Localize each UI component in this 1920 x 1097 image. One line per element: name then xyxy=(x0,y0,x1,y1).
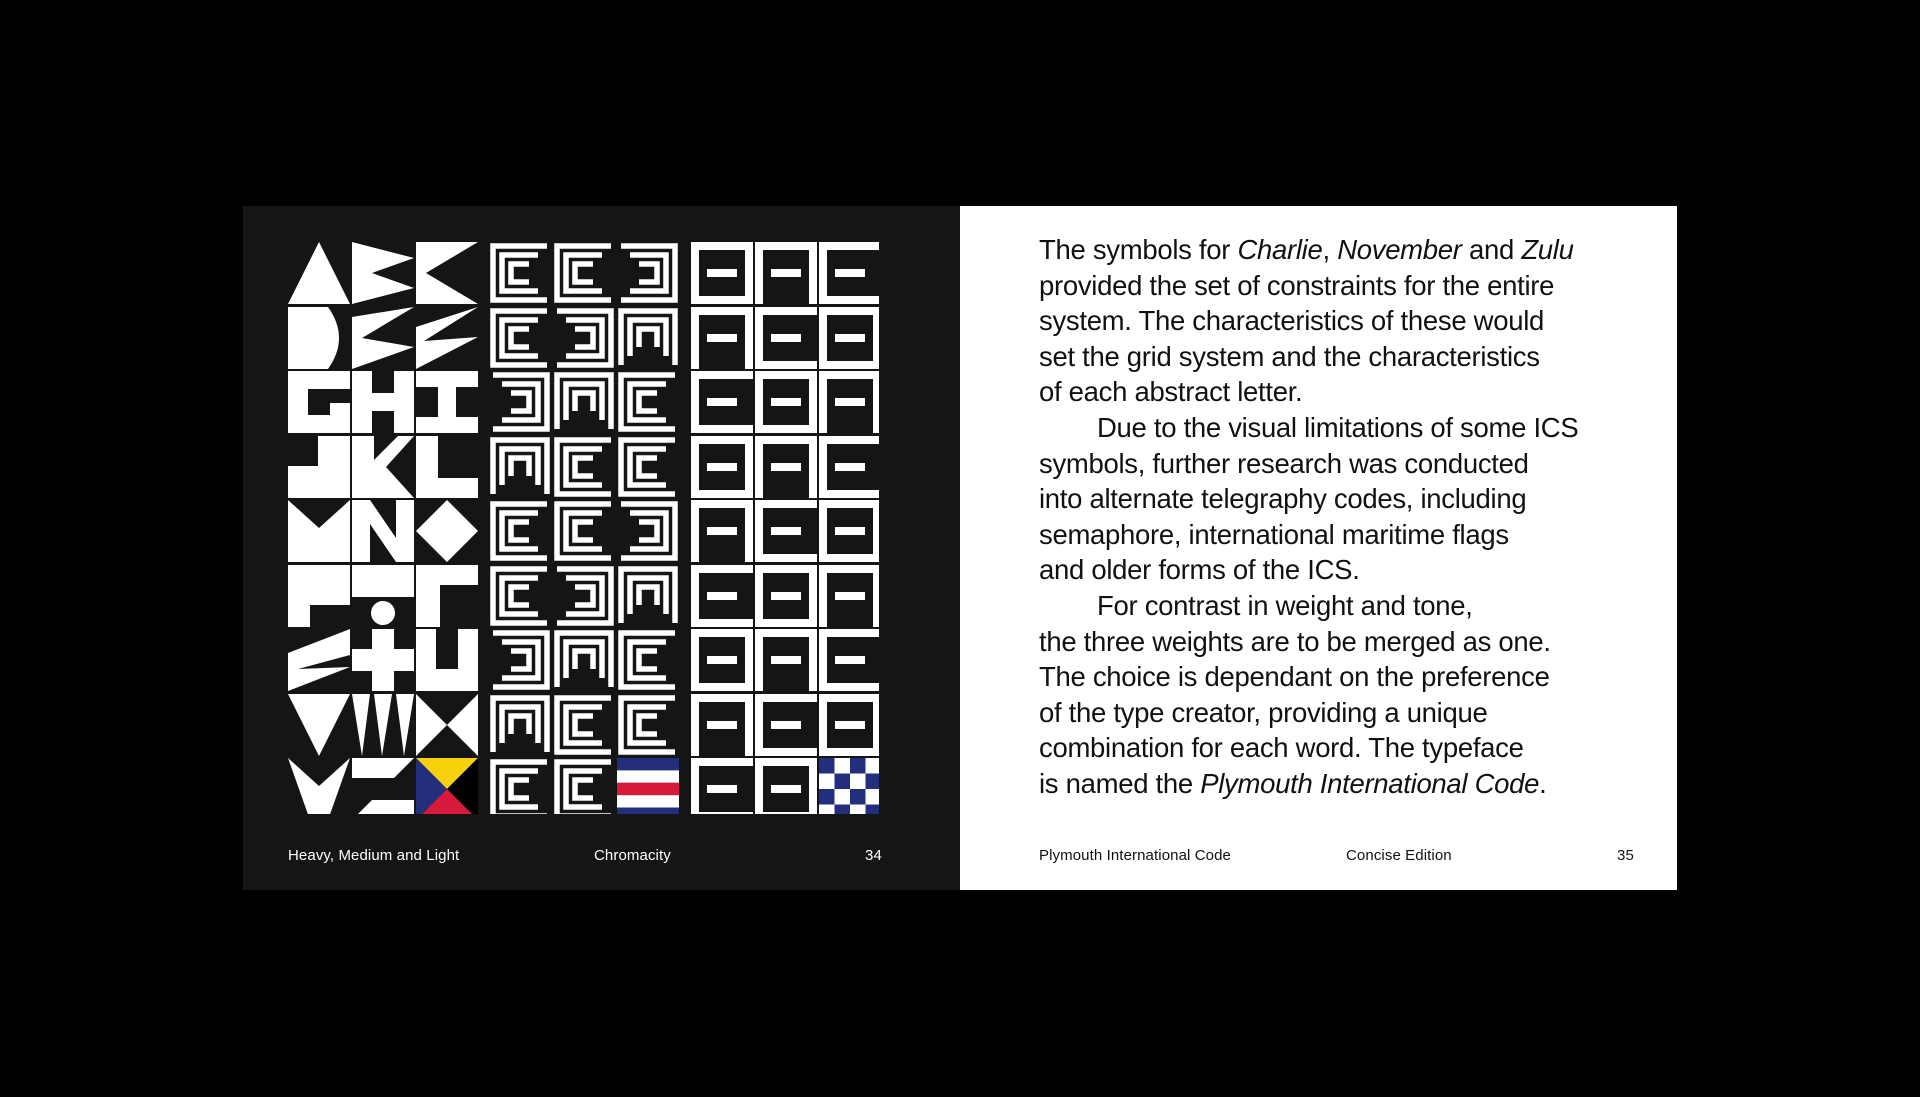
medium-stroke xyxy=(566,642,602,678)
light-bar xyxy=(691,307,753,315)
light-bar xyxy=(819,500,827,562)
light-bar xyxy=(745,694,753,756)
november-flag-square xyxy=(850,805,866,815)
light-bar xyxy=(755,758,763,814)
medium-stroke xyxy=(511,522,529,540)
november-flag-square xyxy=(866,805,880,815)
light-bar xyxy=(873,371,879,433)
november-flag-square xyxy=(819,789,835,805)
light-bar xyxy=(755,425,817,433)
november-flag-square xyxy=(835,805,851,815)
light-bar xyxy=(819,683,879,691)
light-bar xyxy=(755,500,763,562)
medium-stroke xyxy=(575,264,593,282)
light-bar xyxy=(819,490,879,498)
light-glyph xyxy=(755,371,817,433)
light-bar xyxy=(755,812,817,814)
medium-stroke xyxy=(511,651,529,669)
heavy-glyph xyxy=(352,307,414,369)
light-bar xyxy=(755,242,763,304)
medium-stroke xyxy=(511,393,529,411)
medium-stroke xyxy=(511,458,529,476)
footer-edition: Concise Edition xyxy=(1346,847,1452,864)
light-bar xyxy=(809,371,817,433)
heavy-glyph xyxy=(288,629,350,691)
medium-stroke xyxy=(566,707,602,743)
medium-stroke xyxy=(566,255,602,291)
heavy-glyph xyxy=(288,436,350,498)
light-bar xyxy=(755,371,817,379)
light-bar xyxy=(691,683,753,691)
light-glyph xyxy=(755,758,817,814)
light-bar xyxy=(771,527,801,535)
light-glyph xyxy=(691,307,753,369)
medium-glyph xyxy=(621,311,675,365)
specimen-svg xyxy=(288,242,879,814)
medium-stroke xyxy=(511,264,529,282)
charlie-flag-band xyxy=(617,808,679,814)
charlie-flag-band xyxy=(617,770,679,782)
footer-book-title: Plymouth International Code xyxy=(1039,847,1231,864)
medium-stroke xyxy=(639,716,657,734)
light-glyph xyxy=(691,758,753,814)
medium-glyph xyxy=(493,762,547,814)
medium-stroke xyxy=(639,522,657,540)
light-bar xyxy=(771,463,801,471)
light-bar xyxy=(755,758,817,766)
medium-stroke xyxy=(511,587,529,605)
medium-stroke xyxy=(502,384,538,420)
medium-stroke xyxy=(502,255,538,291)
medium-stroke xyxy=(630,384,666,420)
light-bar xyxy=(819,748,879,756)
light-bar xyxy=(755,500,817,508)
light-bar xyxy=(755,436,763,498)
medium-glyph xyxy=(557,698,611,752)
medium-stroke xyxy=(575,780,593,798)
light-bar xyxy=(819,296,879,304)
light-bar xyxy=(835,334,865,342)
heavy-glyph xyxy=(288,694,350,756)
november-flag-square xyxy=(819,774,835,790)
light-bar xyxy=(755,436,817,444)
light-bar xyxy=(691,758,699,814)
heavy-weight-column xyxy=(288,242,478,814)
november-flag-square xyxy=(850,774,866,790)
light-bar xyxy=(691,371,753,379)
light-weight-column xyxy=(691,242,879,814)
light-bar xyxy=(809,629,817,691)
light-bar xyxy=(707,334,737,342)
medium-glyph xyxy=(557,569,611,623)
medium-glyph xyxy=(621,440,675,494)
medium-glyph xyxy=(493,504,547,558)
light-bar xyxy=(691,436,753,444)
medium-stroke xyxy=(566,320,602,356)
heavy-glyph xyxy=(352,371,414,433)
medium-stroke xyxy=(502,578,538,614)
medium-stroke xyxy=(575,522,593,540)
light-glyph xyxy=(691,500,753,562)
light-bar xyxy=(691,629,753,637)
heavy-glyph xyxy=(416,436,478,498)
medium-glyph xyxy=(493,311,547,365)
light-bar xyxy=(691,425,753,433)
charlie-flag-band xyxy=(617,758,679,770)
light-bar xyxy=(771,785,801,793)
light-bar xyxy=(691,694,753,702)
light-bar xyxy=(707,656,737,664)
november-flag-square xyxy=(850,758,866,774)
medium-stroke xyxy=(575,587,593,605)
light-bar xyxy=(809,758,817,814)
light-bar xyxy=(707,592,737,600)
light-bar xyxy=(755,371,763,433)
light-bar xyxy=(755,748,817,756)
light-bar xyxy=(691,565,699,627)
november-flag-square xyxy=(835,758,851,774)
light-glyph xyxy=(819,565,879,627)
left-page xyxy=(243,206,960,890)
medium-stroke xyxy=(639,458,657,476)
heavy-glyph xyxy=(288,242,350,304)
medium-glyph xyxy=(557,311,611,365)
light-bar xyxy=(819,629,827,691)
light-bar xyxy=(809,242,817,304)
heavy-glyph xyxy=(352,758,414,814)
heavy-glyph xyxy=(288,371,350,433)
light-glyph xyxy=(691,242,753,304)
medium-stroke xyxy=(566,771,602,807)
light-bar xyxy=(755,629,763,691)
heavy-glyph xyxy=(352,436,414,498)
medium-stroke xyxy=(630,707,666,743)
heavy-glyph xyxy=(416,565,478,627)
heavy-glyph xyxy=(416,242,478,304)
light-bar xyxy=(819,565,827,627)
light-bar xyxy=(835,463,865,471)
light-bar xyxy=(819,436,827,498)
footer-chapter: Chromacity xyxy=(594,847,671,864)
medium-glyph xyxy=(557,246,611,300)
light-bar xyxy=(745,307,753,369)
heavy-glyph xyxy=(352,565,414,597)
medium-stroke xyxy=(630,449,666,485)
medium-stroke xyxy=(502,320,538,356)
light-bar xyxy=(691,307,699,369)
light-glyph xyxy=(755,694,817,756)
light-bar xyxy=(819,500,879,508)
light-bar xyxy=(771,269,801,277)
paragraph: For contrast in weight and tone, the three weights are to be merged as one. The choice is dependant on the preference of the type creator, providing a unique combination for each word. The typeface is named the Plymouth International Code. xyxy=(1039,589,1551,799)
heavy-glyph xyxy=(416,500,478,562)
medium-stroke xyxy=(511,780,529,798)
light-bar xyxy=(873,500,879,562)
medium-glyph xyxy=(621,633,675,687)
light-glyph xyxy=(691,694,753,756)
light-bar xyxy=(819,371,827,433)
light-bar xyxy=(819,361,879,369)
medium-weight-column xyxy=(493,246,679,814)
light-bar xyxy=(691,565,753,573)
november-flag-square xyxy=(835,789,851,805)
november-flag-square xyxy=(866,774,880,790)
november-flag-square xyxy=(850,789,866,805)
light-bar xyxy=(835,269,865,277)
light-bar xyxy=(691,296,753,304)
medium-stroke xyxy=(575,458,593,476)
november-flag-square xyxy=(819,805,835,815)
medium-stroke xyxy=(575,393,593,411)
light-bar xyxy=(707,269,737,277)
paragraph: The symbols for Charlie, November and Zulu provided the set of constraints for the entire system. The characteristics of these would set the grid system and the characteristics of each abstract letter. xyxy=(1039,234,1574,408)
medium-stroke xyxy=(639,264,657,282)
light-bar xyxy=(691,500,753,508)
light-bar xyxy=(691,812,753,814)
light-bar xyxy=(819,307,827,369)
light-bar xyxy=(873,307,879,369)
light-bar xyxy=(745,242,753,304)
light-bar xyxy=(819,436,879,444)
medium-stroke xyxy=(639,587,657,605)
light-bar xyxy=(755,694,763,756)
medium-stroke xyxy=(639,651,657,669)
light-bar xyxy=(771,592,801,600)
light-glyph xyxy=(691,371,753,433)
light-bar xyxy=(755,554,817,562)
light-bar xyxy=(835,592,865,600)
medium-stroke xyxy=(566,578,602,614)
light-bar xyxy=(691,629,699,691)
typeface-specimen xyxy=(288,242,879,814)
heavy-glyph xyxy=(288,758,350,814)
light-bar xyxy=(771,398,801,406)
medium-stroke xyxy=(639,393,657,411)
light-bar xyxy=(707,721,737,729)
light-glyph xyxy=(819,307,879,369)
medium-stroke xyxy=(566,384,602,420)
medium-stroke xyxy=(630,320,666,356)
light-bar xyxy=(691,436,699,498)
heavy-glyph xyxy=(352,500,414,562)
heavy-glyph xyxy=(352,629,414,691)
light-glyph xyxy=(819,694,879,756)
light-bar xyxy=(691,619,753,627)
light-glyph xyxy=(819,371,879,433)
light-bar xyxy=(771,656,801,664)
november-flag-square xyxy=(866,789,880,805)
november-flag-square xyxy=(866,758,880,774)
light-bar xyxy=(835,527,865,535)
light-bar xyxy=(707,785,737,793)
book-spread xyxy=(243,206,1677,890)
medium-stroke xyxy=(511,716,529,734)
light-bar xyxy=(745,629,753,691)
light-glyph xyxy=(819,242,879,304)
light-bar xyxy=(691,242,699,304)
light-bar xyxy=(873,694,879,756)
medium-glyph xyxy=(557,375,611,429)
light-bar xyxy=(819,307,879,315)
heavy-glyph xyxy=(416,371,478,433)
light-bar xyxy=(755,619,817,627)
light-bar xyxy=(771,334,801,342)
light-glyph xyxy=(691,565,753,627)
medium-stroke xyxy=(502,449,538,485)
medium-stroke xyxy=(502,707,538,743)
medium-glyph xyxy=(493,246,547,300)
light-bar xyxy=(835,721,865,729)
charlie-flag-band xyxy=(617,795,679,807)
medium-stroke xyxy=(566,513,602,549)
light-bar xyxy=(691,490,753,498)
light-bar xyxy=(819,694,827,756)
light-bar xyxy=(819,565,879,573)
light-bar xyxy=(819,554,879,562)
light-bar xyxy=(691,694,699,756)
november-flag-square xyxy=(819,758,835,774)
light-glyph xyxy=(755,565,817,627)
light-glyph xyxy=(819,629,879,691)
heavy-glyph xyxy=(288,500,350,562)
medium-glyph xyxy=(621,246,675,300)
medium-stroke xyxy=(566,449,602,485)
medium-glyph xyxy=(557,504,611,558)
light-glyph xyxy=(755,629,817,691)
medium-glyph xyxy=(493,633,547,687)
medium-glyph xyxy=(621,375,675,429)
medium-glyph xyxy=(493,698,547,752)
medium-stroke xyxy=(630,642,666,678)
heavy-glyph xyxy=(416,694,478,756)
light-bar xyxy=(707,398,737,406)
light-bar xyxy=(745,436,753,498)
light-bar xyxy=(707,463,737,471)
medium-stroke xyxy=(630,513,666,549)
medium-stroke xyxy=(575,651,593,669)
light-glyph xyxy=(819,500,879,562)
light-glyph xyxy=(755,436,817,498)
medium-stroke xyxy=(502,771,538,807)
medium-stroke xyxy=(630,255,666,291)
light-bar xyxy=(755,307,817,315)
november-flag-square xyxy=(835,774,851,790)
medium-glyph xyxy=(557,633,611,687)
light-bar xyxy=(819,629,879,637)
medium-glyph xyxy=(621,698,675,752)
paragraph: Due to the visual limitations of some ICS symbols, further research was conducted into alternate telegraphy codes, including semaphore, international maritime flags and older forms of the ICS. xyxy=(1039,411,1579,586)
right-page xyxy=(960,206,1677,890)
light-bar xyxy=(745,500,753,562)
light-bar xyxy=(691,242,753,250)
medium-glyph xyxy=(621,569,675,623)
light-bar xyxy=(755,565,817,573)
light-bar xyxy=(755,307,763,369)
light-bar xyxy=(819,242,879,250)
medium-stroke xyxy=(575,716,593,734)
light-bar xyxy=(835,656,865,664)
heavy-glyph xyxy=(416,307,478,369)
heavy-glyph xyxy=(416,629,478,691)
light-bar xyxy=(809,565,817,627)
medium-glyph xyxy=(493,440,547,494)
heavy-glyph xyxy=(288,307,339,369)
medium-glyph xyxy=(557,762,611,814)
light-bar xyxy=(755,629,817,637)
light-bar xyxy=(835,398,865,406)
light-glyph xyxy=(819,436,879,498)
light-bar xyxy=(691,371,699,433)
light-bar xyxy=(809,436,817,498)
light-bar xyxy=(755,565,763,627)
medium-glyph xyxy=(493,569,547,623)
heavy-glyph xyxy=(352,242,414,304)
light-bar xyxy=(873,565,879,627)
light-bar xyxy=(755,242,817,250)
light-bar xyxy=(819,242,827,304)
page-number: 34 xyxy=(865,847,882,864)
page-number: 35 xyxy=(1617,847,1634,864)
medium-stroke xyxy=(502,642,538,678)
body-text xyxy=(1039,232,1639,802)
light-bar xyxy=(771,721,801,729)
medium-glyph xyxy=(621,504,675,558)
light-bar xyxy=(755,694,817,702)
charlie-flag-band xyxy=(617,783,679,795)
light-bar xyxy=(755,361,817,369)
light-glyph xyxy=(691,436,753,498)
light-bar xyxy=(819,694,879,702)
light-bar xyxy=(707,527,737,535)
light-glyph xyxy=(755,500,817,562)
light-glyph xyxy=(755,242,817,304)
light-bar xyxy=(819,371,879,379)
medium-stroke xyxy=(630,578,666,614)
heavy-glyph-dot xyxy=(371,601,395,625)
light-bar xyxy=(691,500,699,562)
medium-stroke xyxy=(575,329,593,347)
light-glyph xyxy=(691,629,753,691)
heavy-glyph xyxy=(288,565,350,627)
light-glyph xyxy=(755,307,817,369)
medium-glyph xyxy=(493,375,547,429)
medium-stroke xyxy=(639,329,657,347)
medium-stroke xyxy=(511,329,529,347)
light-bar xyxy=(691,758,753,766)
medium-stroke xyxy=(502,513,538,549)
heavy-glyph xyxy=(352,694,414,756)
footer-section-title: Heavy, Medium and Light xyxy=(288,847,460,864)
medium-glyph xyxy=(557,440,611,494)
